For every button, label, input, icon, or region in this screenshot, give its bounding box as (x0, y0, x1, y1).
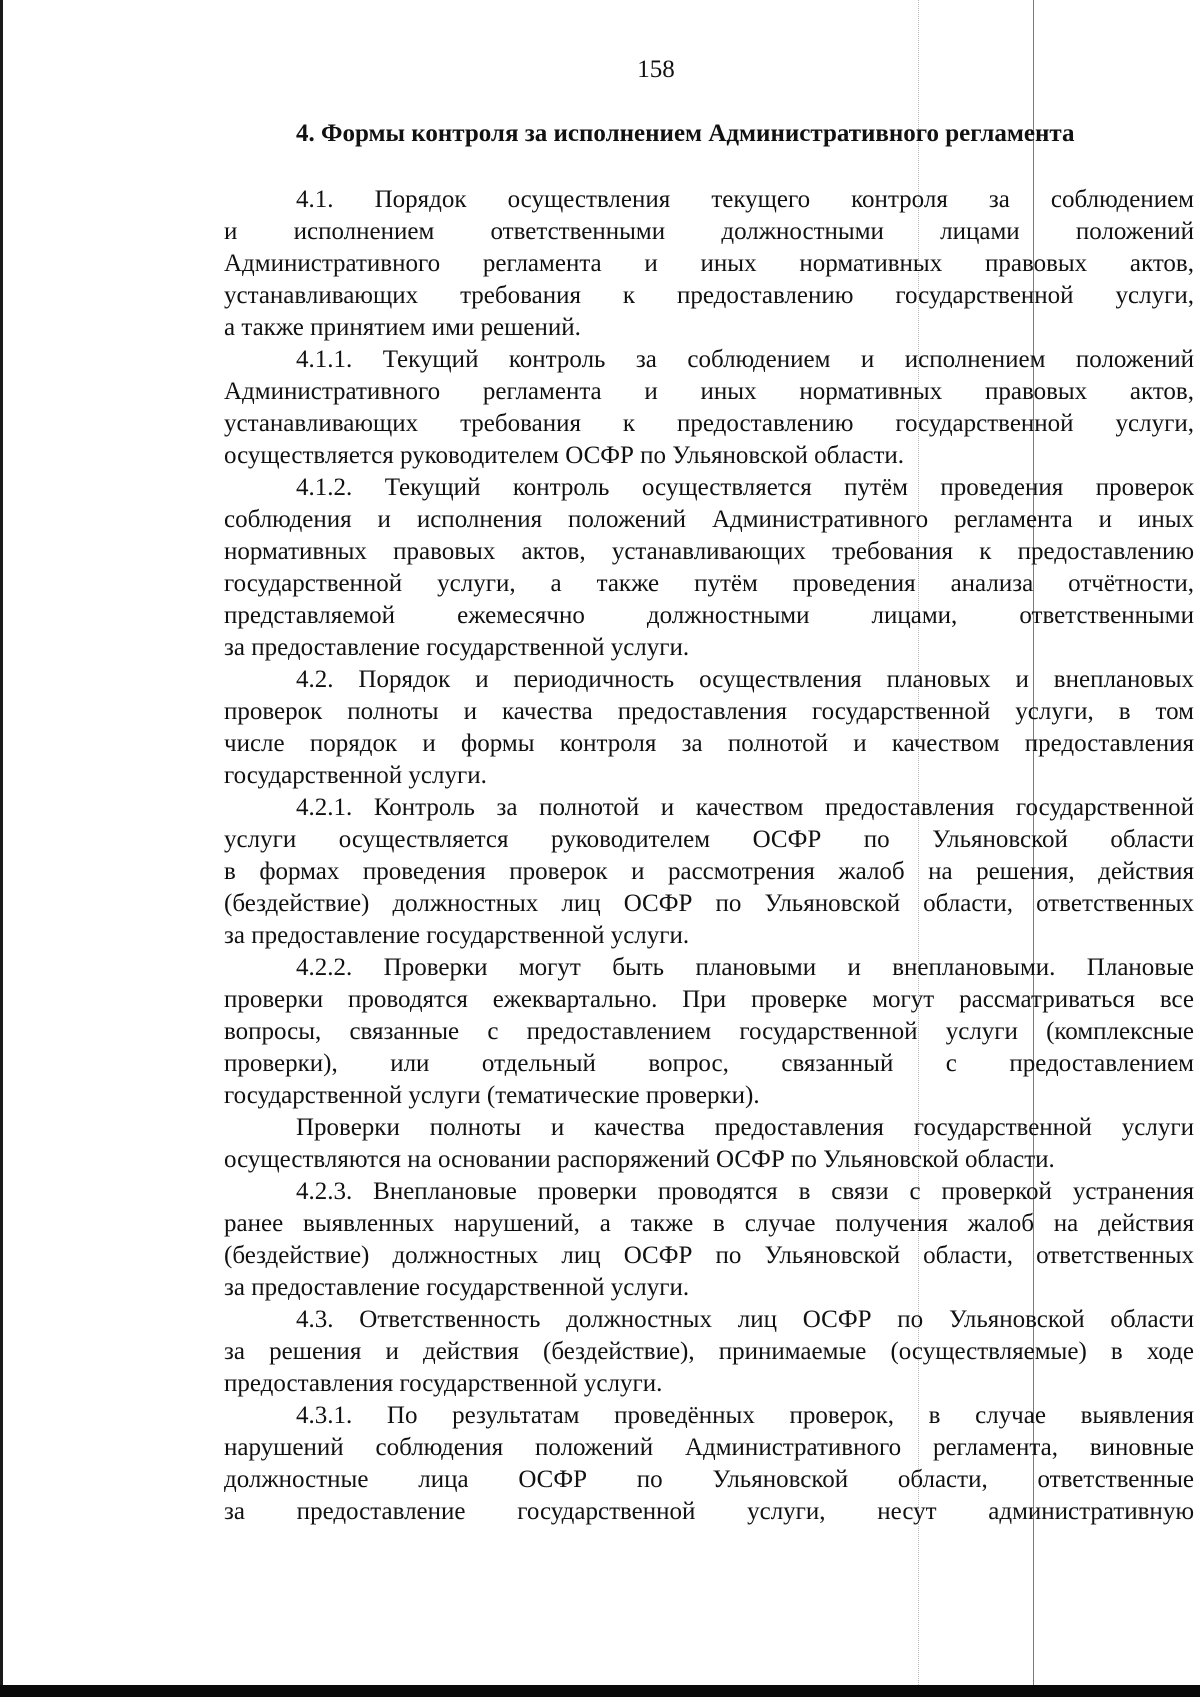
text-line: Проверки полноты и качества предоставления государственной услуги (296, 1114, 1194, 1141)
text-line: числе порядок и формы контроля за полнотой и качеством предоставления (224, 730, 1194, 757)
text-line: ранее выявленных нарушений, а также в случае получения жалоб на действия (224, 1210, 1194, 1237)
text-line: за предоставление государственной услуги. (224, 634, 690, 661)
text-line: 4.2. Порядок и периодичность осуществления плановых и внеплановых (296, 666, 1194, 693)
text-line: 4.3. Ответственность должностных лиц ОСФР по Ульяновской области (296, 1306, 1194, 1333)
text-line: за предоставление государственной услуги, несут административную (224, 1498, 1194, 1525)
text-line: 4.2.2. Проверки могут быть плановыми и внеплановыми. Плановые (296, 954, 1194, 981)
text-line: проверки проводятся ежеквартально. При проверке могут рассматриваться все (224, 986, 1194, 1013)
text-line: осуществляется руководителем ОСФР по Ульяновской области. (224, 442, 905, 469)
text-line: представляемой ежемесячно должностными лицами, ответственными (224, 602, 1194, 629)
scan-edge-bottom (0, 1685, 1200, 1697)
section-title: 4. Формы контроля за исполнением Административного регламента (296, 120, 1075, 147)
scan-edge-left (0, 0, 3, 1697)
text-line: за предоставление государственной услуги. (224, 1274, 690, 1301)
text-line: проверки), или отдельный вопрос, связанный с предоставлением (224, 1050, 1194, 1077)
text-line: устанавливающих требования к предоставлению государственной услуги, (224, 410, 1194, 437)
text-line: (бездействие) должностных лиц ОСФР по Ульяновской области, ответственных (224, 1242, 1194, 1269)
text-line: Административного регламента и иных нормативных правовых актов, (224, 378, 1194, 405)
text-line: 4.1.2. Текущий контроль осуществляется путём проведения проверок (296, 474, 1194, 501)
text-line: за решения и действия (бездействие), принимаемые (осуществляемые) в ходе (224, 1338, 1194, 1365)
text-line: нарушений соблюдения положений Административного регламента, виновные (224, 1434, 1194, 1461)
page-number: 158 (637, 56, 675, 83)
text-line: вопросы, связанные с предоставлением государственной услуги (комплексные (224, 1018, 1194, 1045)
document-body (224, 184, 1194, 1528)
text-line: соблюдения и исполнения положений Административного регламента и иных (224, 506, 1194, 533)
text-line: 4.2.3. Внеплановые проверки проводятся в связи с проверкой устранения (296, 1178, 1194, 1205)
text-line: а также принятием ими решений. (224, 314, 581, 341)
text-line: должностные лица ОСФР по Ульяновской области, ответственные (224, 1466, 1194, 1493)
text-line: (бездействие) должностных лиц ОСФР по Ульяновской области, ответственных (224, 890, 1194, 917)
text-line: за предоставление государственной услуги. (224, 922, 690, 949)
text-line: государственной услуги (тематические проверки). (224, 1082, 760, 1109)
text-line: предоставления государственной услуги. (224, 1370, 663, 1397)
text-line: осуществляются на основании распоряжений ОСФР по Ульяновской области. (224, 1146, 1055, 1173)
text-line: Административного регламента и иных нормативных правовых актов, (224, 250, 1194, 277)
text-line: в формах проведения проверок и рассмотрения жалоб на решения, действия (224, 858, 1194, 885)
text-line: 4.1. Порядок осуществления текущего контроля за соблюдением (296, 186, 1194, 213)
text-line: и исполнением ответственными должностными лицами положений (224, 218, 1194, 245)
text-line: устанавливающих требования к предоставлению государственной услуги, (224, 282, 1194, 309)
text-line: государственной услуги. (224, 762, 487, 789)
text-line: нормативных правовых актов, устанавливающих требования к предоставлению (224, 538, 1194, 565)
text-line: услуги осуществляется руководителем ОСФР по Ульяновской области (224, 826, 1194, 853)
text-line: 4.2.1. Контроль за полнотой и качеством предоставления государственной (296, 794, 1194, 821)
text-line: 4.1.1. Текущий контроль за соблюдением и исполнением положений (296, 346, 1194, 373)
text-line: государственной услуги, а также путём проведения анализа отчётности, (224, 570, 1194, 597)
text-line: проверок полноты и качества предоставления государственной услуги, в том (224, 698, 1194, 725)
text-line: 4.3.1. По результатам проведённых проверок, в случае выявления (296, 1402, 1194, 1429)
